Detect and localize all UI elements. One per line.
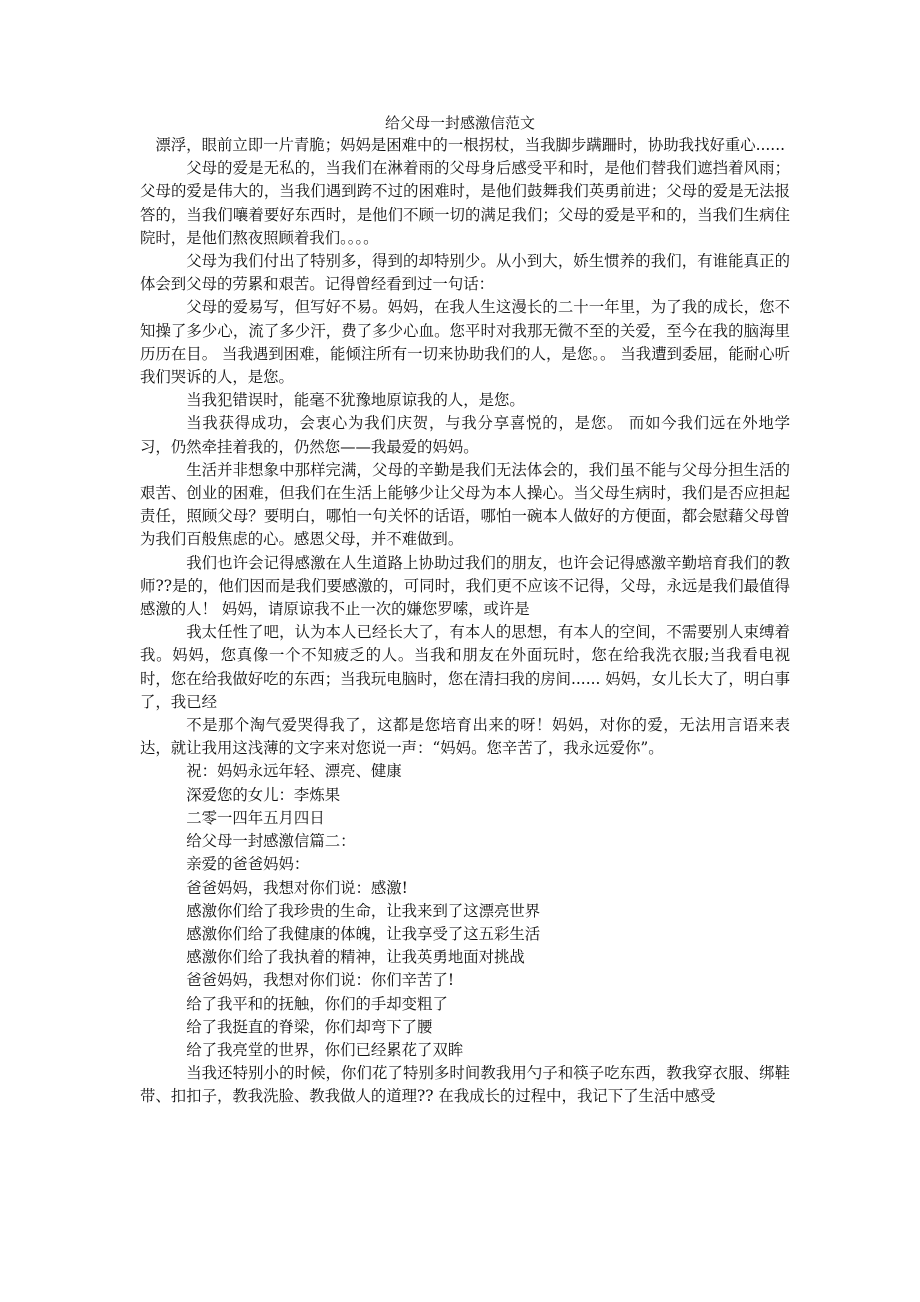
date: 二零一四年五月四日	[186, 808, 325, 827]
paragraph: 当我获得成功，会衷心为我们庆贺，与我分享喜悦的，是您。 而如今我们远在外地学习，仍然牵挂着我的，仍然您——我最爱的妈妈。	[140, 414, 790, 456]
section-heading: 给父母一封感激信篇二：	[186, 832, 356, 851]
paragraph: 不是那个淘气爱哭得我了，这都是您培育出来的呀！妈妈，对你的爱，无法用言语来表达，就让我用这浅薄的文字来对您说一声：“妈妈。您辛苦了，我永远爱你”。	[140, 716, 790, 758]
document-title: 给父母一封感激信范文	[384, 114, 535, 132]
closing-wish: 祝：妈妈永远年轻、漂亮、健康	[186, 762, 402, 781]
paragraph: 漂浮，眼前立即一片青脆；妈妈是困难中的一根拐杖，当我脚步蹒跚时，协助我找好重心......	[155, 136, 785, 154]
poem-line: 给了我挺直的脊梁，你们却弯下了腰	[186, 1017, 433, 1036]
paragraph: 当我还特别小的时候，你们花了特别多时间教我用勺子和筷子吃东西，教我穿衣服、绑鞋带、扣扣子，教我洗脸、教我做人的道理?? 在我成长的过程中，我记下了生活中感受	[140, 1064, 790, 1106]
poem-line: 爸爸妈妈，我想对你们说：你们辛苦了!	[186, 971, 455, 990]
salutation: 亲爱的爸爸妈妈：	[186, 855, 310, 874]
document-body	[140, 134, 790, 1109]
paragraph: 我们也许会记得感激在人生道路上协助过我们的朋友，也许会记得感激辛勤培育我们的教师??是的，他们因而是我们要感激的，可同时，我们更不应该不记得，父母，永远是我们最值得感激的人！ 妈妈，请原谅我不止一次的嫌您罗嗦，或许是	[140, 553, 790, 619]
paragraph: 我太任性了吧，认为本人已经长大了，有本人的思想，有本人的空间，不需要别人束缚着我。妈妈，您真像一个不知疲乏的人。当我和朋友在外面玩时，您在给我洗衣服;当我看电视时，您在给我做好吃的东西；当我玩电脑时，您在清扫我的房间...... 妈妈，女儿长大了，明白事了，我已经	[140, 623, 790, 711]
paragraph: 父母的爱是无私的，当我们在淋着雨的父母身后感受平和时，是他们替我们遮挡着风雨；父母的爱是伟大的，当我们遇到跨不过的困难时，是他们鼓舞我们英勇前进；父母的爱是无法报答的，当我们嚷着要好东西时，是他们不顾一切的满足我们；父母的爱是平和的，当我们生病住院时，是他们熬夜照顾着我们。。。。	[140, 159, 790, 247]
poem-line: 感激你们给了我珍贵的生命，让我来到了这漂亮世界	[186, 901, 541, 920]
paragraph: 生活并非想象中那样完满，父母的辛勤是我们无法体会的，我们虽不能与父母分担生活的艰苦、创业的困难，但我们在生活上能够少让父母为本人操心。当父母生病时，我们是否应担起责任，照顾父母？要明白，哪怕一句关怀的话语，哪怕一碗本人做好的方便面，都会慰藉父母曾为我们百般焦虑的心。感恩父母，并不难做到。	[140, 460, 790, 549]
poem-line: 给了我平和的抚触，你们的手却变粗了	[186, 994, 448, 1013]
poem-line: 感激你们给了我执着的精神，让我英勇地面对挑战	[186, 948, 525, 967]
poem-line: 给了我亮堂的世界，你们已经累花了双眸	[186, 1040, 464, 1059]
paragraph: 当我犯错误时，能毫不犹豫地原谅我的人，是您。	[186, 391, 525, 410]
paragraph: 父母的爱易写，但写好不易。妈妈，在我人生这漫长的二十一年里，为了我的成长，您不知操了多少心，流了多少汗，费了多少心血。您平时对我那无微不至的关爱，至今在我的脑海里历历在目。 当我遇到困难，能倾注所有一切来协助我们的人，是您。。 当我遭到委屈，能耐心听我们哭诉的人，是您。	[140, 298, 790, 387]
poem-line: 爸爸妈妈，我想对你们说：感激!	[186, 878, 408, 897]
signature: 深爱您的女儿：李炼果	[186, 785, 341, 804]
poem-line: 感激你们给了我健康的体魄，让我享受了这五彩生活	[186, 924, 541, 943]
paragraph: 父母为我们付出了特别多，得到的却特别少。从小到大，娇生惯养的我们，有谁能真正的体会到父母的劳累和艰苦。记得曾经看到过一句话：	[140, 252, 790, 294]
